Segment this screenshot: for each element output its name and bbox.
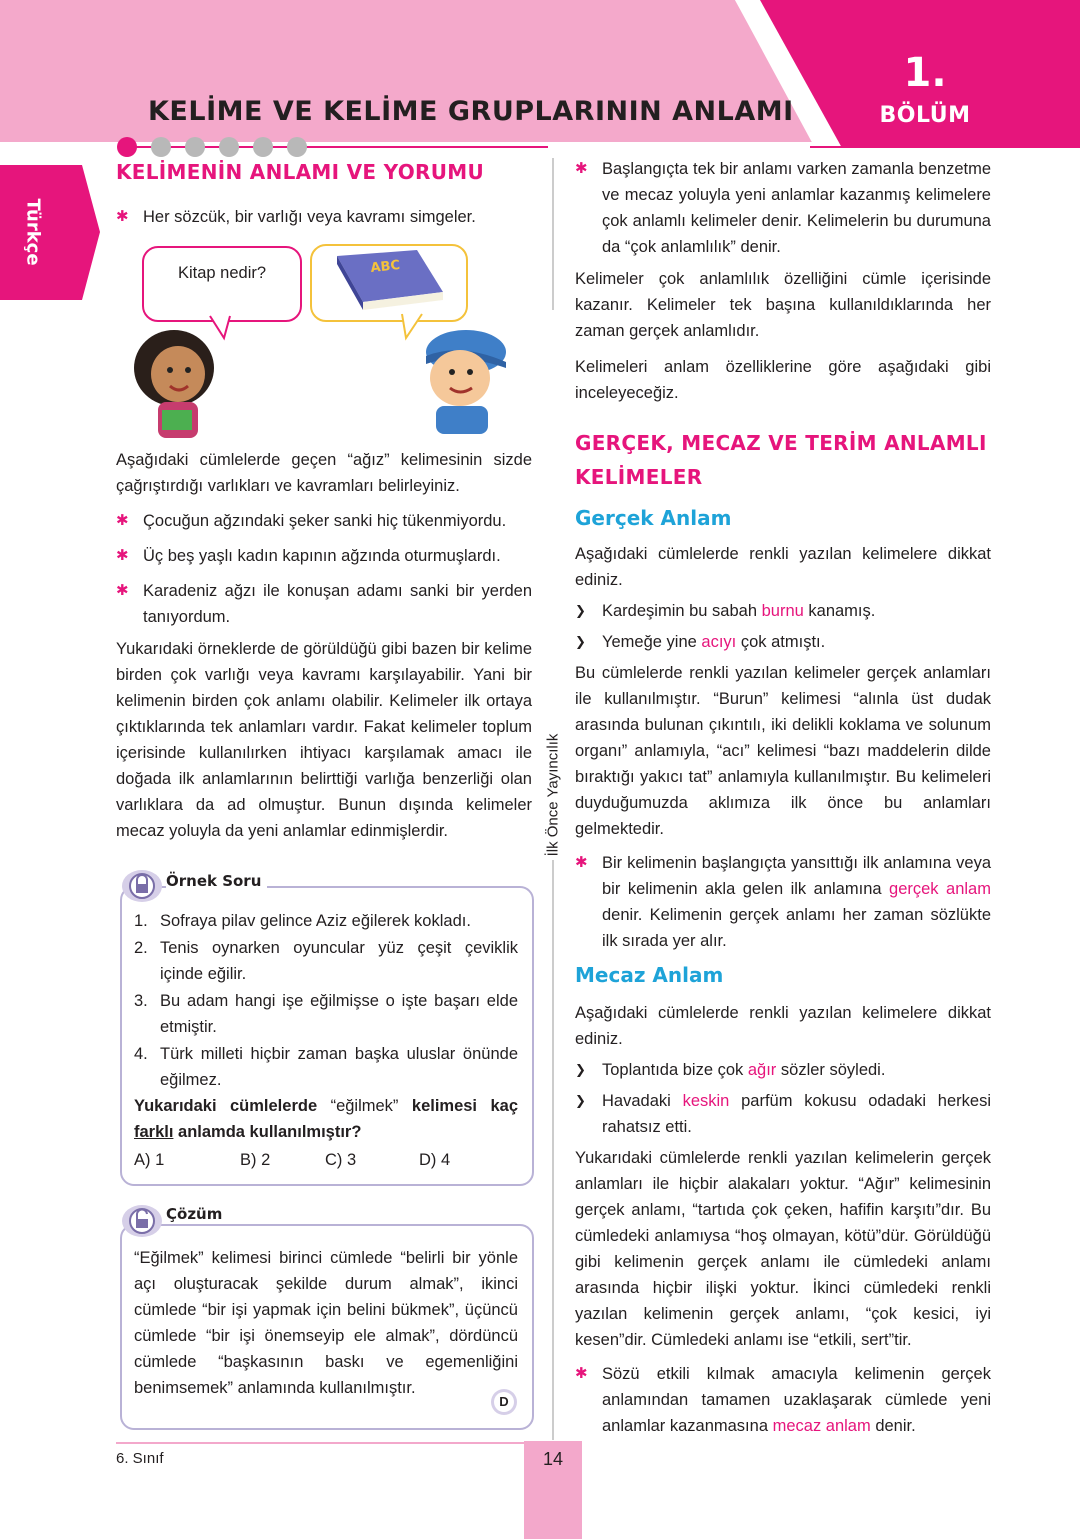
paragraph: Kelimeler çok anlamlılık özelliğini cümle içerisinde kazanır. Kelimeler tek başına kullanıldıklarında her zaman gerçek anlamlıdır. <box>575 270 991 340</box>
speech-bubble-girl <box>142 246 302 322</box>
intro-bullet: ✱ Her sözcük, bir varlığı veya kavramı simgeler. <box>116 204 532 230</box>
page-number: 14 <box>542 1449 564 1469</box>
bullet-item: ✱ Çocuğun ağzındaki şeker sanki hiç tükenmiyordu. <box>116 508 532 534</box>
section-heading: KELİMENİN ANLAMI VE YORUMU <box>116 160 484 184</box>
paragraph: Kelimeleri anlam özelliklerine göre aşağıdaki gibi inceleyeceğiz. <box>575 358 991 402</box>
solution-text: “Eğilmek” kelimesi birinci cümlede “belirli bir yönle açı oluşturacak şekilde durum almak”, ikinci cümlede “bir işi yapmak için belini bükmek”, üçüncü cümlede “bir işi önemseyip ele almak”, dördüncü cümlede “başkasının baskı ve egemenliğini benimsemek” anlamında kullanılmıştır. <box>134 1249 518 1397</box>
example-sentence: ❯ Toplantıda bize çok ağır sözler söyledi. <box>575 1057 991 1083</box>
paragraph: Aşağıdaki cümlelerde renkli yazılan kelimelere dikkat ediniz. <box>575 545 991 589</box>
numbered-item: 1. Sofraya pilav gelince Aziz eğilerek kokladı. <box>134 912 471 930</box>
question-text: Yukarıdaki cümlelerde “eğilmek” kelimesi kaç farklı anlamda kullanılmıştır? <box>134 1097 518 1141</box>
page-number-tab <box>524 1441 582 1539</box>
bullet-item: ✱ Karadeniz ağzı ile konuşan adamı sanki bir yerden tanıyordum. <box>116 578 532 630</box>
example-sentence: ❯ Havadaki keskin parfüm kokusu odadaki herkesi rahatsız etti. <box>575 1088 991 1140</box>
grade-label: 6. Sınıf <box>116 1450 164 1467</box>
numbered-item: 3. Bu adam hangi işe eğilmişse o işte başarı elde etmiştir. <box>134 992 518 1036</box>
example-sentence: ❯ Yemeğe yine acıyı çok atmıştı. <box>575 629 991 655</box>
explanation-paragraph: Yukarıdaki örneklerde de görüldüğü gibi bazen bir kelime birden çok varlığı veya kavramı karşılayabilir. Yani bir kelimenin birden çok anlamı olabilir. Kelimeler ilk ortaya çıktıklarında tek anlamları vardır. Fakat kelimeler toplum içerisinde kullanılırken ihtiyacı karşılamak amacı ile doğada ilk anlamlarının belirttiği varlığa benzerliği olan varlıklara da ad olmuştur. Bunun dışında kelimeler mecaz yoluyla da yeni anlamlar edinmişlerdir. <box>116 640 532 840</box>
unlock-icon <box>118 1203 164 1239</box>
answer-options <box>134 1151 518 1179</box>
option-a[interactable]: A) 1 <box>134 1151 165 1169</box>
page-title: KELİME VE KELİME GRUPLARININ ANLAMI <box>148 96 794 127</box>
chapter-label: BÖLÜM <box>879 103 971 128</box>
chapter-number: 1. <box>903 50 947 96</box>
subject-tab-label: Türkçe <box>22 198 44 266</box>
numbered-item: 4. Türk milleti hiçbir zaman başka uluslar önünde eğilmez. <box>134 1045 518 1089</box>
star-definition: ✱ Başlangıçta tek bir anlamı varken zamanla benzetme ve mecaz yoluyla yeni anlamlar kazanmış kelimelere çok anlamlı kelimeler denir. Kelimelerin bu durumuna da “çok anlamlılık” denir. <box>575 156 991 260</box>
paragraph: Bu cümlelerde renkli yazılan kelimeler gerçek anlamları ile kullanılmıştır. “Burun” kelimesi “alınla üst dudak arasında bulunan çıkıntılı, iki delikli koklama ve solunum organı” anlamıyla, “acı” kelimesi “bazı maddelerin dilde bıraktığı yakıcı tat” anlamıyla kullanılmıştır. Bu kelimeleri duyduğumuzda aklımıza ilk önce bu anlamları gelmektedir. <box>575 664 991 838</box>
example-sentence: ❯ Kardeşimin bu sabah burnu kanamış. <box>575 598 991 624</box>
subheading-mecaz-meaning: Mecaz Anlam <box>575 963 724 987</box>
lock-icon <box>118 868 164 904</box>
paragraph: Yukarıdaki cümlelerde renkli yazılan kelimelerin gerçek anlamları ile hiçbir alakaları yoktur. “Ağır” kelimesinin gerçek anlamı, “tartıda çok çeken, hafifin karşıtı”dır. Bu cümledeki anlamıysa “hoş olmayan, kötü”dür. Görüldüğü gibi kelimenin gerçek anlamı ile cümledeki anlamı arasında hiçbir ilişki yoktur. İkinci cümledeki renkli yazılan kelimenin gerçek anlamı, “çok kesici, iyi kesen”dir. Cümledeki anlamı ise “etkili, sert”tir. <box>575 1149 991 1349</box>
task-text: Aşağıdaki cümlelerde geçen “ağız” kelimesinin sizde çağrıştırdığı varlıkları ve kavramları belirleyiniz. <box>116 451 532 495</box>
option-b[interactable]: B) 2 <box>240 1151 271 1169</box>
solution-label: Çözüm <box>166 1205 228 1223</box>
book-label: ABC <box>369 257 401 276</box>
section-heading-2: GERÇEK, MECAZ VE TERİM ANLAMLI KELİMELER <box>575 431 987 489</box>
subheading-real-meaning: Gerçek Anlam <box>575 506 732 530</box>
side-tab[interactable] <box>0 165 100 300</box>
bullet-item: ✱ Üç beş yaşlı kadın kapının ağzında oturmuşlardı. <box>116 543 532 569</box>
option-c[interactable]: C) 3 <box>325 1151 357 1169</box>
paragraph: Aşağıdaki cümlelerde renkli yazılan kelimelere dikkat ediniz. <box>575 1004 991 1048</box>
book-icon <box>325 248 449 314</box>
star-definition: ✱ Bir kelimenin başlangıçta yansıttığı ilk anlamına veya bir kelimenin akla gelen ilk anlamına gerçek anlam denir. Kelimenin gerçek anlamı her zaman sözlükte ilk sırada yer alır. <box>575 850 991 954</box>
option-d[interactable]: D) 4 <box>419 1151 451 1169</box>
example-label: Örnek Soru <box>166 872 267 890</box>
girl-illustration <box>132 322 220 438</box>
boy-illustration <box>410 322 510 434</box>
numbered-item: 2. Tenis oynarken oyuncular yüz çeşit çeviklik içinde eğilir. <box>134 939 518 983</box>
star-definition: ✱ Sözü etkili kılmak amacıyla kelimenin gerçek anlamından tamamen uzaklaşarak cümlede yeni anlamlar kazanmasına mecaz anlam denir. <box>575 1361 991 1439</box>
bubble-text: Kitap nedir? <box>177 264 267 282</box>
answer-badge: D <box>494 1392 514 1412</box>
publisher-label: İlk Önce Yayıncılık <box>544 733 562 857</box>
